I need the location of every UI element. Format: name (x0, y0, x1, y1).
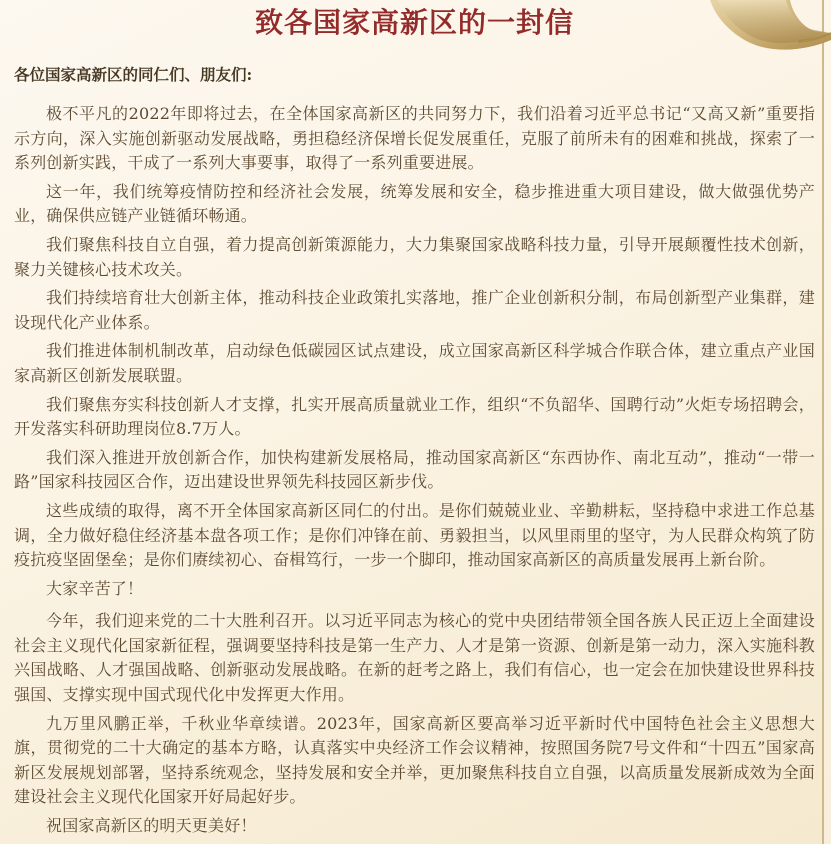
letter-paragraph: 九万里风鹏正举，千秋业华章续谱。2023年，国家高新区要高举习近平新时代中国特色社会主义思想大旗，贯彻党的二十大确定的基本方略，认真落实中央经济工作会议精神，按照国务院7号文件和“十四五”国家高新区发展规划部署，坚持系统观念，坚持发展和安全并举，更加聚焦科技自立自强，以高质量发展新成效为全面建设社会主义现代化国家开好局起好步。 (14, 713, 815, 807)
letter-paragraph: 这些成绩的取得，离不开全体国家高新区同仁的付出。是你们兢兢业业、辛勤耕耘，坚持稳中求进工作总基调，全力做好稳住经济基本盘各项工作；是你们冲锋在前、勇毅担当，以风里雨里的坚守，为人民群众构筑了防疫抗疫坚固堡垒；是你们赓续初心、奋楫笃行，一步一个脚印，推动国家高新区的高质量发展再上新台阶。 (14, 500, 815, 570)
letter-paragraph: 我们推进体制机制改革，启动绿色低碳园区试点建设，成立国家高新区科学城合作联合体，建立重点产业国家高新区创新发展联盟。 (14, 341, 815, 385)
letter-paragraph: 这一年，我们统筹疫情防控和经济社会发展，统筹发展和安全，稳步推进重大项目建设，做大做强优势产业，确保供应链产业链循环畅通。 (14, 181, 815, 226)
page-right-edge (824, 0, 831, 844)
letter-paragraph: 我们持续培育壮大创新主体，推动科技企业政策扎实落地，推广企业创新积分制，布局创新型产业集群，建设现代化产业体系。 (14, 288, 815, 332)
letter-closing-wish: 祝国家高新区的明天更美好！ (46, 816, 257, 836)
letter-paragraph: 大家辛苦了！ (46, 578, 144, 598)
letter-title: 致各国家高新区的一封信 (254, 6, 574, 39)
letter-paragraph: 极不平凡的2022年即将过去，在全体国家高新区的共同努力下，我们沿着习近平总书记“又高又新”重要指示方向，深入实施创新驱动发展战略，勇担稳经济保增长促发展重任，克服了前所未有的困难和挑战，探索了一系列创新实践，干成了一系列大事要事，取得了一系列重要进展。 (14, 104, 815, 173)
letter-paragraph: 我们深入推进开放创新合作，加快构建新发展格局，推动国家高新区“东西协作、南北互动”，推动“一带一路”国家科技园区合作，迈出建设世界领先科技园区新步伐。 (14, 447, 815, 492)
letter-paragraph: 今年，我们迎来党的二十大胜利召开。以习近平同志为核心的党中央团结带领全国各族人民正迈上全面建设社会主义现代化国家新征程，强调要坚持科技是第一生产力、人才是第一资源、创新是第一动力，深入实施科教兴国战略、人才强国战略、创新驱动发展战略。在新的赶考之路上，我们有信心，也一定会在加快建设世界科技强国、支撑实现中国式现代化中发挥更大作用。 (14, 611, 815, 705)
letter-salutation: 各位国家高新区的同仁们、朋友们: (14, 65, 253, 84)
letter-paragraph: 我们聚焦夯实科技创新人才支撑，扎实开展高质量就业工作，组织“不负韶华、国聘行动”火炬专场招聘会，开发落实科研助理岗位8.7万人。 (14, 394, 815, 439)
letter-paragraph: 我们聚焦科技自立自强，着力提高创新策源能力，大力集聚国家战略科技力量，引导开展颠覆性技术创新，聚力关键核心技术攻关。 (14, 234, 815, 279)
